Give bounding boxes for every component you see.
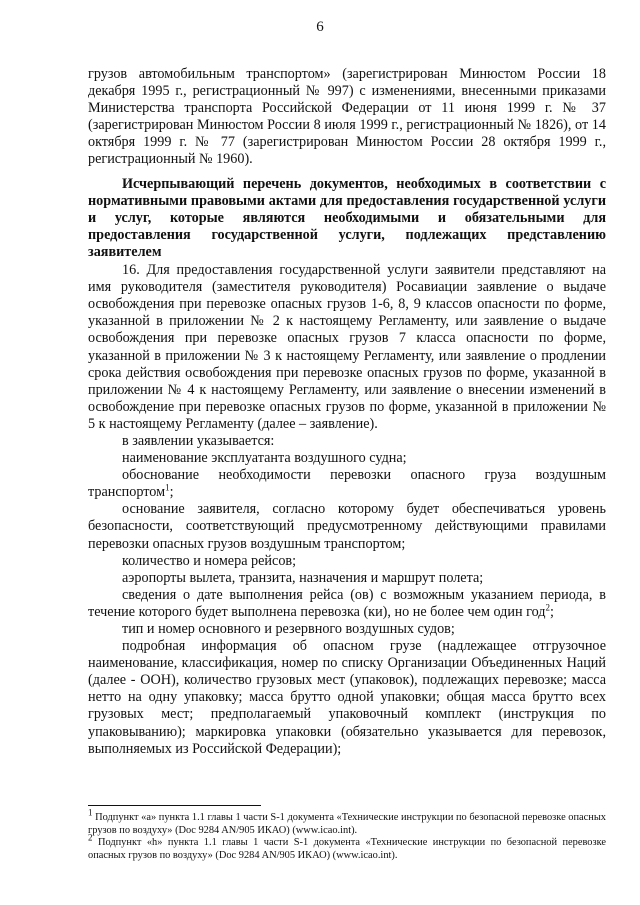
footnote-mark: 1 (88, 807, 93, 818)
list-item-text: сведения о дате выполнения рейса (ов) с возможным указанием периода, в течение которого будет выполнена перевозка (ки), но не более чем один год (88, 586, 606, 620)
footnote-text: Подпункт «h» пункта 1.1 главы 1 части S-1 документа «Технические инструкции по безопасной перевозке опасных грузов по воздуху» (Doc 9284 AN/905 ИКАО) (www.icao.int). (88, 837, 606, 861)
list-item-end: ; (549, 603, 554, 620)
footnote-mark: 2 (88, 832, 93, 843)
page-number: 6 (316, 19, 324, 35)
footnote-ref: 1 (165, 482, 170, 493)
body-text (88, 66, 606, 758)
list-item: тип и номер основного и резервного воздушных судов; (122, 621, 455, 637)
footnote (88, 807, 606, 837)
list-item (88, 587, 606, 621)
list-item: подробная информация об опасном грузе (надлежащее отгрузочное наименование, классификация, номер по списку Организации Объединенных Наций (далее - ООН), количество грузовых мест (упаковок), подлежащих перевозке; масса нетто на одну упаковку; масса брутто одной упаковки; общая масса брутто всех грузовых мест; предполагаемый упаковочный комплект (инструкция по упаковыванию); маркировка упаковки (обязательно указывается для перевозок, выполняемых из Российской Федерации); (88, 638, 606, 757)
list-item-end: ; (169, 484, 174, 501)
footnote-separator (88, 805, 261, 806)
list-intro: в заявлении указывается: (122, 432, 275, 449)
list-item: аэропорты вылета, транзита, назначения и маршрут полета; (122, 569, 484, 586)
list-item: наименование эксплуатанта воздушного судна; (122, 450, 407, 467)
intro-paragraph: грузов автомобильным транспортом» (зарегистрирован Минюстом России 18 декабря 1995 г., регистрационный № 997) с изменениями, внесенными приказами Министерства транспорта Российской Федерации от 11 июня 1999 г. № 37 (зарегистрирован Минюстом России 8 июля 1999 г., регистрационный № 1826), от 14 октября 1999 г. № 77 (зарегистрирован Минюстом России 28 октября 1999 г., регистрационный № 1960). (88, 66, 606, 168)
list-item: количество и номера рейсов; (122, 552, 297, 569)
paragraph-16: 16. Для предоставления государственной услуги заявители представляют на имя руководителя (заместителя руководителя) Росавиации заявление о выдаче освобождения при перевозке опасных грузов 1-6, 8, 9 классов опасности по форме, указанной в приложении № 2 к настоящему Регламенту, или заявление о выдаче освобождения при перевозке опасных грузов 7 класса опасности по форме, указанной в приложении № 3 к настоящему Регламенту, или заявление о продлении срока действия освобождения при перевозке опасных грузов по форме, указанной в приложении № 4 к настоящему Регламенту, или заявление о внесении изменений в освобождение при перевозке опасных грузов по форме, указанной в приложении № 5 к настоящему Регламенту (далее – заявление). (88, 262, 606, 432)
footnote-ref: 2 (545, 602, 550, 613)
footnotes (88, 807, 606, 862)
list-item: основание заявителя, согласно которому будет обеспечиваться уровень безопасности, соответствующий предусмотренному действующими правилами перевозки опасных грузов воздушным транспортом; (88, 501, 606, 552)
footnote-text: Подпункт «а» пункта 1.1 главы 1 части S-1 документа «Технические инструкции по безопасной перевозке опасных грузов по воздуху» (Doc 9284 AN/905 ИКАО) (www.icao.int). (88, 812, 606, 836)
section-heading: Исчерпывающий перечень документов, необходимых в соответствии с нормативными правовыми актами для предоставления государственной услуги и услуг, которые являются необходимыми и обязательными для предоставления государственной услуги, подлежащих представлению заявителем (88, 175, 606, 260)
footnote (88, 832, 606, 862)
list-item-text: обоснование необходимости перевозки опасного груза воздушным транспортом (88, 467, 606, 501)
list-item (88, 467, 606, 501)
